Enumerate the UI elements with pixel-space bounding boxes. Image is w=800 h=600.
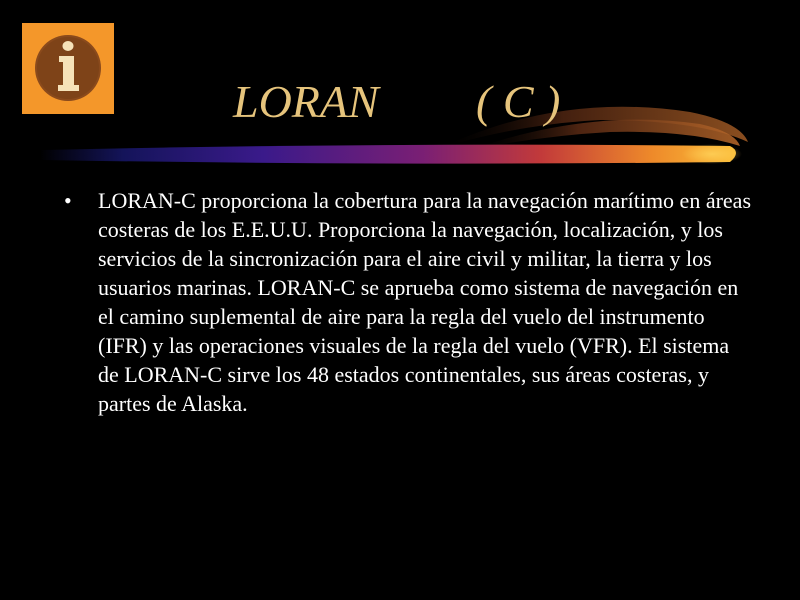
slide-title bbox=[0, 74, 800, 134]
bullet-list bbox=[64, 186, 754, 418]
swoosh-bar bbox=[40, 145, 736, 164]
swoosh-glow bbox=[682, 144, 742, 164]
title-paren: ( C ) bbox=[476, 76, 561, 127]
title-main: LORAN bbox=[233, 76, 379, 127]
bullet-text: LORAN-C proporciona la cobertura para la navegación marítimo en áreas costeras de los E.E.U.U. Proporciona la navegación, localización, y los servicios de la sincronización para el aire civil y militar, la tierra y los usuarios marinas. LORAN-C se aprueba como sistema de navegación en el camino suplemental de aire para la regla del vuelo del instrumento (IFR) y las operaciones visuales de la regla del vuelo (VFR). El sistema de LORAN-C sirve los 48 estados continentales, sus áreas costeras, y partes de Alaska. bbox=[98, 188, 752, 416]
bullet-marker: • bbox=[64, 188, 72, 213]
list-item bbox=[64, 186, 754, 418]
